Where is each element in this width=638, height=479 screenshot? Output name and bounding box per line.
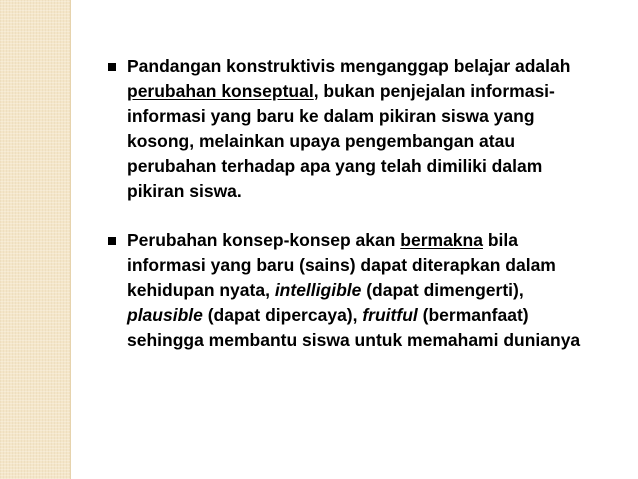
text-segment: (dapat dipercaya), <box>202 305 363 325</box>
underlined-term: perubahan konseptual <box>127 81 314 101</box>
underlined-term: bermakna <box>400 230 483 250</box>
italic-term: fruitful <box>362 305 418 325</box>
text-segment: Perubahan konsep-konsep akan <box>127 230 401 250</box>
text-segment: (bermanfaat) sehingga membantu siswa untuk memahami dunianya <box>127 305 581 350</box>
text-segment: bila informasi yang baru (sains) dapat diterapkan dalam kehidupan nyata, <box>127 230 556 300</box>
text-segment: (dapat dimengerti), <box>361 280 524 300</box>
decorative-side-strip <box>0 0 71 479</box>
bullet-item-2 <box>100 228 600 353</box>
bullet-text-2 <box>127 228 600 353</box>
text-segment: , bukan penjejalan informasi-informasi yang baru ke dalam pikiran siswa yang kosong, melainkan upaya pengembangan atau perubahan terhadap apa yang telah dimiliki dalam pikiran siswa. <box>127 81 555 201</box>
bullet-item-1 <box>100 54 600 204</box>
text-segment: Pandangan konstruktivis menganggap belajar adalah <box>127 56 571 76</box>
square-bullet-icon <box>108 63 116 71</box>
italic-term: plausible <box>127 305 203 325</box>
italic-term: intelligible <box>274 280 362 300</box>
bullet-list <box>100 54 600 353</box>
square-bullet-icon <box>108 237 116 245</box>
bullet-text-1 <box>127 54 600 204</box>
